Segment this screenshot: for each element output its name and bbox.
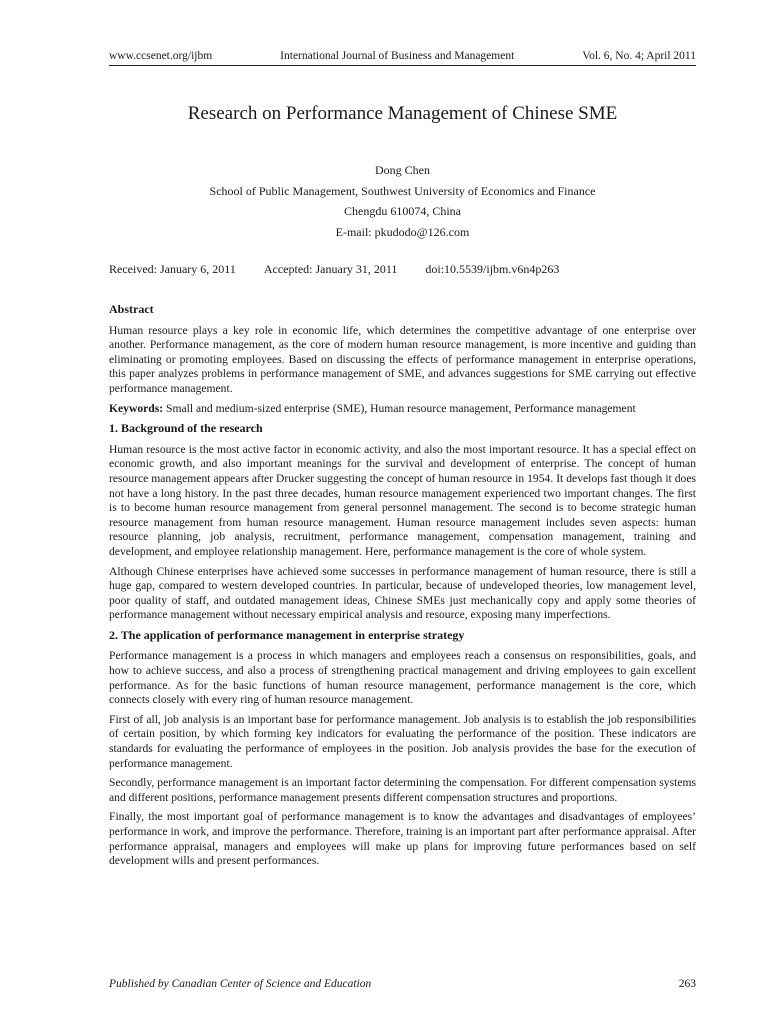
section-1-paragraph: Although Chinese enterprises have achieved some successes in performance management of human resource, there is still a huge gap, compared to western developed countries. In particular, because of undeveloped theories, low management level, poor quality of staff, and outdated management ideas, Chinese SMEs just mechanically copy and apply some theories of performance management without necessary empirical analysis and resource, exposing many imperfections.	[109, 564, 696, 622]
section-2-paragraph: Performance management is a process in which managers and employees reach a consensus on responsibilities, goals, and how to achieve success, and also a process of strengthening practical management and driving employees to gain excellent performance. As for the basic functions of human resource management, performance management is the core, which connects closely with every ring of human resource management.	[109, 649, 696, 707]
body-text	[109, 302, 696, 874]
author-email[interactable]: E-mail: pkudodo@126.com	[335, 224, 470, 239]
journal-volume: Vol. 6, No. 4; April 2011	[582, 50, 696, 62]
dates-line	[109, 262, 696, 277]
journal-url[interactable]: www.ccsenet.org/ijbm	[109, 50, 213, 62]
publisher-line: Published by Canadian Center of Science and Education	[109, 978, 372, 990]
author-location: Chengdu 610074, China	[344, 204, 461, 218]
keywords-label: Keywords:	[109, 401, 164, 415]
keywords	[109, 402, 696, 417]
abstract-heading: Abstract	[109, 302, 154, 316]
section-2-paragraph: First of all, job analysis is an important base for performance management. Job analysis is to establish the job responsibilities of certain position, by which forming key indicators for evaluating the performance of the position. These indicators are standards for evaluating the performance of employees in the position. Job analysis provides the base for the execution of performance management.	[109, 712, 696, 770]
section-2-heading: 2. The application of performance management in enterprise strategy	[109, 627, 465, 642]
author-affiliation: School of Public Management, Southwest University of Economics and Finance	[209, 183, 596, 198]
page-footer	[109, 978, 696, 990]
section-1-heading: 1. Background of the research	[109, 421, 263, 436]
author-name: Dong Chen	[375, 163, 430, 177]
paper-title: Research on Performance Management of Chinese SME	[187, 103, 618, 124]
section-2-paragraph: Finally, the most important goal of performance management is to know the advantages and disadvantages of employees’ performance in work, and improve the performance. Therefore, training is an important part after performance appraisal. After performance appraisal, managers and employees will make up plans for improving future performances based on self development wills and present performances.	[109, 810, 696, 868]
page-number: 263	[678, 978, 696, 990]
section-2-paragraph: Secondly, performance management is an important factor determining the compensation. For different compensation systems and different positions, performance management presents different compensation structures and proportions.	[109, 776, 696, 804]
author-block	[109, 160, 696, 242]
doi[interactable]: doi:10.5539/ijbm.v6n4p263	[425, 262, 560, 276]
keywords-text: Small and medium-sized enterprise (SME), Human resource management, Performance management	[163, 401, 636, 415]
running-header	[109, 50, 696, 66]
received-date: Received: January 6, 2011	[109, 262, 236, 276]
abstract-text: Human resource plays a key role in economic life, which determines the competitive advantage of one enterprise over another. Performance management, as the core of modern human resource management, is more incentive and guiding than eliminating or promoting employees. Based on discussing the effects of performance management in enterprise operations, this paper analyzes problems in performance management of SME, and advances suggestions for SME carrying out effective performance management.	[109, 323, 696, 395]
accepted-date: Accepted: January 31, 2011	[263, 262, 398, 276]
section-1-paragraph: Human resource is the most active factor in economic activity, and also the most important resource. It has a special effect on economic growth, and also important meanings for the survival and development of enterprise. The concept of human resource management appears after Drucker suggesting the concept of human resource in 1954. It develops fast though it does not have a long history. In the past three decades, human resource management experienced two important changes. The first is to become human resource management from general personnel management. The second is to become strategic human resource management from human resource management. Human resource management includes seven aspects: human resource planning, job analysis, recruitment, performance management, compensation management, training and development, and employee relationship management. Here, performance management is the core of whole system.	[109, 442, 696, 558]
journal-name: International Journal of Business and Management	[280, 50, 515, 62]
